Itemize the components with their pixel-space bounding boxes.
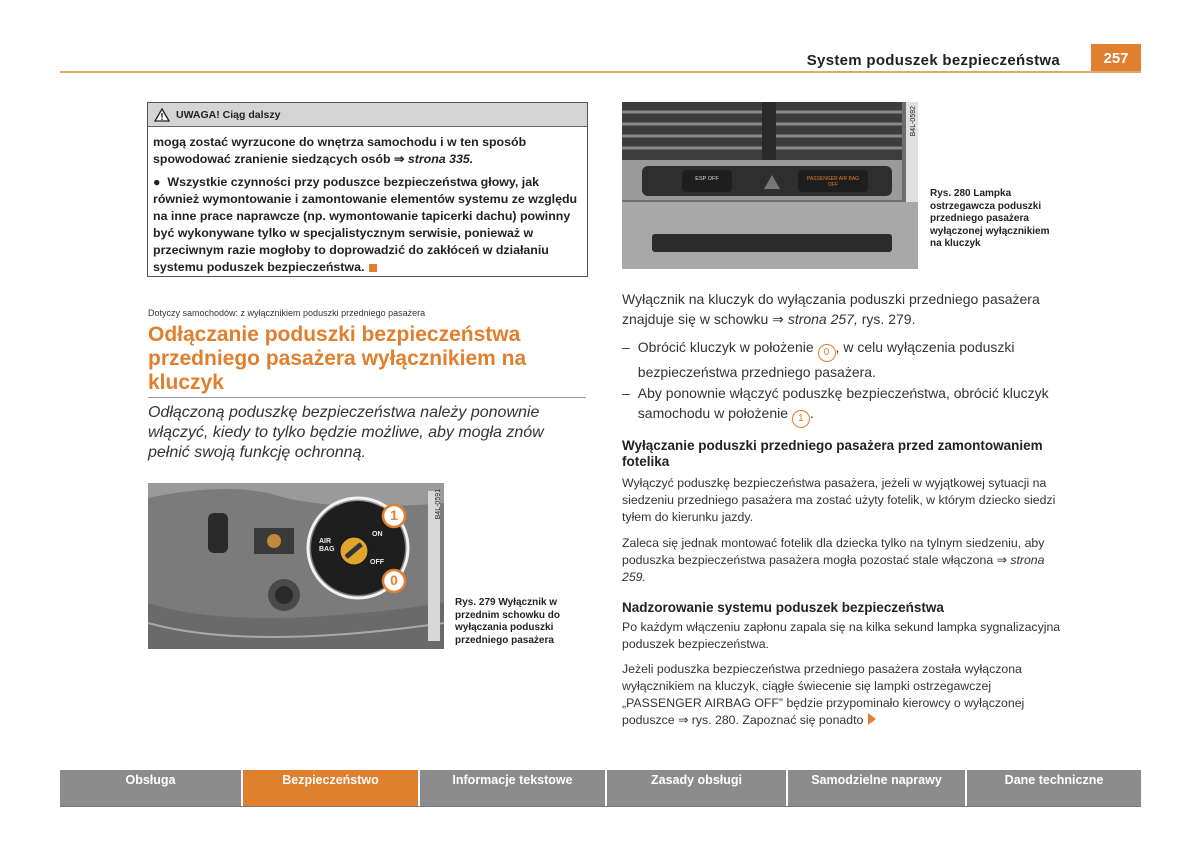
warning-page-ref[interactable]: strona 335. (407, 152, 474, 166)
off-label: OFF (370, 559, 384, 566)
applies-note: Dotyczy samochodów: z wyłącznikiem poduszki przedniego pasażera (148, 308, 426, 318)
instruction-item-2: – Aby ponownie włączyć poduszkę bezpieczeństwa, obrócić kluczyk samochodu w położenie 1 . (622, 383, 1062, 428)
footer-rule (60, 806, 1141, 807)
section-title: Odłączanie poduszki bezpieczeństwa przedniego pasażera wyłącznikiem na kluczyk (148, 323, 527, 394)
dash-marker: – (622, 339, 630, 355)
nav-tab-zasady-obslugi[interactable]: Zasady obsługi (607, 770, 786, 806)
position-0-marker: 0 (390, 572, 398, 588)
body-paragraph-4: Po każdym włączeniu zapłonu zapala się na kilka sekund lampka sygnalizacyjna poduszek bezpieczeństwa. (622, 620, 1061, 651)
position-0-symbol: 0 (818, 344, 836, 362)
warning-text-2: Wszystkie czynności przy poduszce bezpieczeństwa głowy, jak również wymontowanie i zamontowanie elementów systemu ze względu na inne prace naprawcze (np. wymontowanie tapicerki dachu) powinny być wykonywane tylko w specjalistycznym serwisie, ponieważ w przeciwnym razie mogłoby to doprowadzić do zakłóceń w działaniu systemu poduszek bezpieczeństwa. (153, 175, 578, 274)
warning-heading: UWAGA! Ciąg dalszy (176, 108, 281, 121)
dashboard-lamp-illustration (622, 102, 918, 269)
warning-header (148, 103, 587, 127)
body-paragraph-5: Jeżeli poduszka bezpieczeństwa przedniego pasażera została wyłączona wyłącznikiem na kluczyk, ciągłe świecenie się lampki ostrzegawczej „PASSENGER AIRBAG OFF” będzie przypominało kierowcy o wyłączonej poduszce ⇒ rys. 280. Zapoznać się ponadto (622, 662, 1025, 727)
end-square-icon (369, 264, 377, 272)
warning-text-1: mogą zostać wyrzucone do wnętrza samochodu i w ten sposób spowodować zranienie siedzących osób ⇒ (153, 135, 527, 166)
figure-280-code: B4L-0592 (910, 106, 917, 137)
nav-tab-samodzielne-naprawy[interactable]: Samodzielne naprawy (788, 770, 965, 806)
chapter-nav (60, 770, 1141, 806)
page-ref-257[interactable]: strona 257, (787, 311, 858, 327)
nav-tab-informacje-tekstowe[interactable]: Informacje tekstowe (420, 770, 605, 806)
bullet-icon: ● (153, 175, 168, 189)
nav-tab-dane-techniczne[interactable]: Dane techniczne (967, 770, 1141, 806)
page-number: 257 (1091, 44, 1141, 71)
subheading-child-seat: Wyłączanie poduszki przedniego pasażera przed zamontowaniem fotelika (622, 438, 1043, 469)
intro-text: Odłączoną poduszkę bezpieczeństwa należy ponownie włączyć, kiedy to tylko będzie możliwe, aby mogła znów pełnić swoją funkcję ochronną. (148, 404, 544, 461)
nav-tab-obsluga[interactable]: Obsługa (60, 770, 241, 806)
figure-280-caption: Rys. 280 Lampka ostrzegawcza poduszki przedniego pasażera wyłączonej wyłącznikiem na kluczyk (930, 188, 1050, 249)
warning-box (147, 102, 588, 277)
warning-triangle-icon (154, 108, 170, 122)
dash-marker: – (622, 385, 630, 401)
body-paragraph-2: Wyłączyć poduszkę bezpieczeństwa pasażera, jeżeli w wyjątkowej sytuacji na siedzeniu przedniego pasażera ma zostać użyty fotelik, w którym dziecko siedzi tyłem do kierunku jazdy. (622, 476, 1056, 524)
body-paragraph-1: Wyłącznik na kluczyk do wyłączania poduszki przedniego pasażera znajduje się w schowku ⇒ strona 257, rys. 279. (622, 291, 1040, 327)
warning-paragraph-1 (153, 134, 582, 168)
position-1-symbol: 1 (792, 410, 810, 428)
passenger-airbag-off-lamp: PASSENGER AIR BAG OFF (806, 176, 860, 188)
position-1-marker: 1 (390, 507, 398, 523)
running-header: System poduszek bezpieczeństwa (806, 52, 1060, 69)
on-label: ON (372, 531, 383, 538)
nav-tab-bezpieczenstwo[interactable]: Bezpieczeństwo (243, 770, 418, 806)
continue-arrow-icon (868, 713, 876, 725)
header-rule (60, 71, 1141, 73)
figure-279 (148, 483, 444, 649)
figure-280 (622, 102, 918, 269)
air-bag-label: AIR BAG (319, 538, 335, 553)
warning-paragraph-2 (153, 174, 582, 276)
figure-279-code: B4L-0591 (435, 489, 442, 520)
section-rule (148, 397, 586, 398)
page-ref-259[interactable]: strona 259. (622, 553, 1045, 584)
figure-279-caption: Rys. 279 Wyłącznik w przednim schowku do wyłączania poduszki przedniego pasażera (455, 597, 561, 646)
body-paragraph-3: Zaleca się jednak montować fotelik dla dziecka tylko na tylnym siedzeniu, aby poduszka bezpieczeństwa pasażera mogła pozostać stale włączona ⇒ strona 259. (622, 536, 1045, 584)
subheading-monitoring: Nadzorowanie systemu poduszek bezpieczeństwa (622, 600, 944, 615)
esp-off-label: ESP OFF (695, 176, 719, 182)
instruction-item-1: – Obrócić kluczyk w położenie 0 , w celu wyłączenia poduszki bezpieczeństwa przedniego pasażera. (622, 339, 1015, 380)
